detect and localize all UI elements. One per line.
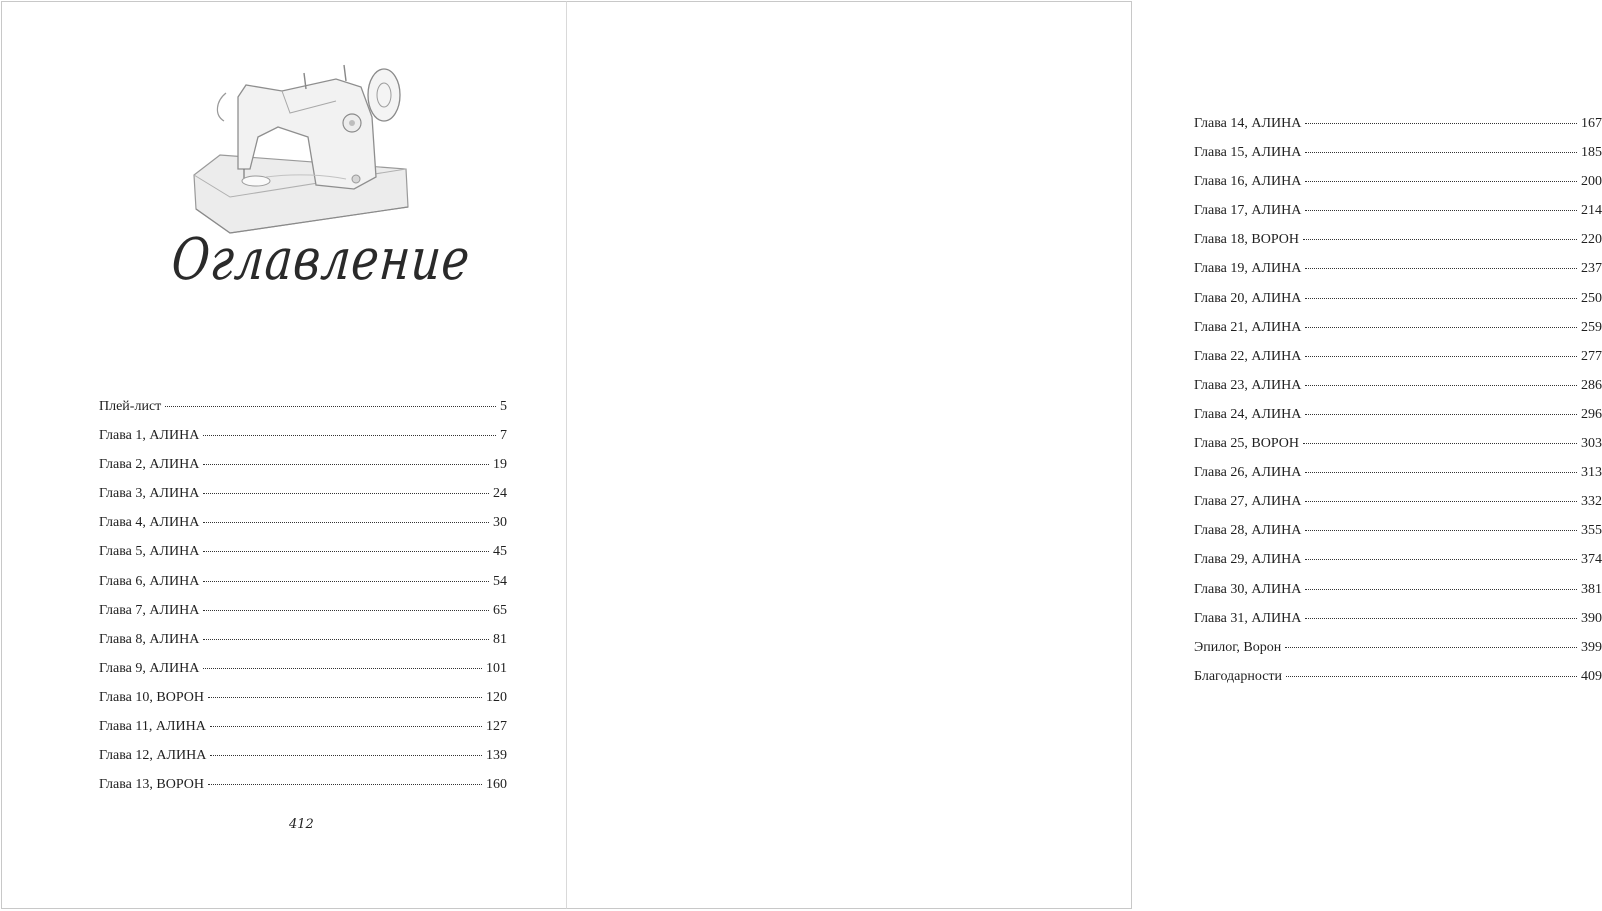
toc-entry-title: Глава 23, АЛИНА [1194,377,1302,393]
toc-entry[interactable] [99,683,507,712]
toc-entry-page: 160 [486,777,507,793]
dot-leader [1305,327,1577,328]
toc-entry-page: 30 [493,515,507,531]
toc-entry-page: 200 [1581,174,1602,190]
dot-leader [203,551,489,552]
toc-heading: Оглавление [169,225,473,293]
toc-entry-title: Благодарности [1194,668,1283,684]
right-page [566,1,1602,909]
dot-leader [203,639,489,640]
dot-leader [1305,181,1577,182]
dot-leader [1305,589,1577,590]
toc-entry[interactable] [1194,313,1602,342]
toc-entry[interactable] [1194,284,1602,313]
toc-entry[interactable] [1194,545,1602,574]
toc-entry-title: Глава 31, АЛИНА [1194,610,1302,626]
toc-entry-page: 81 [493,631,507,647]
left-page [1,1,567,909]
toc-entry-title: Глава 21, АЛИНА [1194,319,1302,335]
toc-entry-title: Глава 26, АЛИНА [1194,465,1302,481]
toc-entry-title: Глава 10, ВОРОН [99,689,205,705]
toc-entry-page: 7 [500,428,507,444]
toc-entry-page: 139 [486,748,507,764]
toc-entry[interactable] [99,567,507,596]
toc-entry[interactable] [1194,109,1602,138]
toc-entry[interactable] [1194,342,1602,371]
toc-entry[interactable] [1194,633,1602,662]
toc-entry[interactable] [99,741,507,770]
dot-leader [1305,501,1577,502]
dot-leader [208,697,482,698]
toc-entry[interactable] [1194,604,1602,633]
dot-leader [1303,443,1577,444]
toc-entry-title: Глава 20, АЛИНА [1194,290,1302,306]
toc-entry-title: Глава 29, АЛИНА [1194,552,1302,568]
dot-leader [203,435,496,436]
toc-entry-title: Глава 28, АЛИНА [1194,523,1302,539]
toc-list-right [1194,109,1602,691]
toc-entry-title: Глава 15, АЛИНА [1194,145,1302,161]
sewing-machine-illustration [186,57,418,237]
toc-entry-title: Глава 5, АЛИНА [99,544,200,560]
toc-entry-page: 237 [1581,261,1602,277]
dot-leader [210,755,482,756]
toc-entry-page: 259 [1581,319,1602,335]
toc-entry-page: 374 [1581,552,1602,568]
dot-leader [1305,414,1577,415]
toc-entry-page: 24 [493,486,507,502]
toc-entry[interactable] [99,654,507,683]
toc-entry-page: 220 [1581,232,1602,248]
toc-entry-title: Глава 18, ВОРОН [1194,232,1300,248]
dot-leader [1303,239,1577,240]
toc-entry[interactable] [1194,138,1602,167]
toc-entry-title: Глава 11, АЛИНА [99,719,206,735]
toc-entry-page: 381 [1581,581,1602,597]
dot-leader [203,668,482,669]
toc-list-left [99,392,507,799]
toc-entry-page: 277 [1581,348,1602,364]
toc-entry-page: 214 [1581,203,1602,219]
toc-entry-page: 399 [1581,639,1602,655]
toc-entry-page: 303 [1581,436,1602,452]
toc-entry[interactable] [1194,458,1602,487]
dot-leader [1305,123,1577,124]
page-number: 412 [289,817,314,832]
toc-entry-page: 54 [493,573,507,589]
dot-leader [1305,472,1577,473]
toc-entry-title: Глава 13, ВОРОН [99,777,205,793]
toc-entry[interactable] [1194,516,1602,545]
toc-entry[interactable] [1194,429,1602,458]
toc-entry-title: Глава 27, АЛИНА [1194,494,1302,510]
toc-entry-title: Глава 3, АЛИНА [99,486,200,502]
toc-entry-page: 355 [1581,523,1602,539]
dot-leader [1305,356,1577,357]
toc-entry-title: Глава 19, АЛИНА [1194,261,1302,277]
toc-entry-page: 127 [486,719,507,735]
dot-leader [203,464,489,465]
dot-leader [208,784,482,785]
toc-entry-title: Глава 17, АЛИНА [1194,203,1302,219]
toc-entry[interactable] [99,479,507,508]
toc-entry-title: Глава 30, АЛИНА [1194,581,1302,597]
toc-entry-page: 5 [500,399,507,414]
dot-leader [1305,530,1577,531]
toc-entry-page: 19 [493,457,507,473]
toc-entry[interactable] [1194,254,1602,283]
toc-entry[interactable] [99,508,507,537]
toc-entry-title: Глава 14, АЛИНА [1194,116,1302,131]
toc-entry-title: Плей-лист [99,399,162,414]
dot-leader [203,493,489,494]
toc-entry-page: 45 [493,544,507,560]
toc-entry-page: 286 [1581,377,1602,393]
toc-entry[interactable] [1194,167,1602,196]
toc-entry[interactable] [1194,662,1602,691]
toc-entry-page: 101 [486,660,507,676]
dot-leader [1305,618,1577,619]
dot-leader [165,406,496,407]
toc-entry[interactable] [99,625,507,654]
toc-entry-page: 332 [1581,494,1602,510]
toc-entry[interactable] [99,450,507,479]
toc-entry-title: Глава 6, АЛИНА [99,573,200,589]
toc-entry[interactable] [99,392,507,421]
dot-leader [1305,385,1577,386]
toc-entry[interactable] [99,596,507,625]
toc-entry[interactable] [1194,196,1602,225]
toc-entry-title: Глава 9, АЛИНА [99,660,200,676]
dot-leader [1286,676,1577,677]
dot-leader [203,522,489,523]
toc-entry-title: Глава 4, АЛИНА [99,515,200,531]
dot-leader [1305,268,1577,269]
toc-entry[interactable] [1194,487,1602,516]
toc-entry-page: 167 [1581,116,1602,131]
toc-entry-title: Глава 2, АЛИНА [99,457,200,473]
toc-entry-title: Глава 16, АЛИНА [1194,174,1302,190]
dot-leader [1305,298,1577,299]
toc-entry-page: 250 [1581,290,1602,306]
toc-entry-title: Эпилог, Ворон [1194,639,1282,655]
toc-entry-title: Глава 7, АЛИНА [99,602,200,618]
dot-leader [203,581,489,582]
toc-entry-page: 120 [486,689,507,705]
dot-leader [1305,152,1577,153]
toc-entry[interactable] [1194,575,1602,604]
dot-leader [1305,559,1577,560]
dot-leader [203,610,489,611]
toc-entry-title: Глава 8, АЛИНА [99,631,200,647]
toc-entry[interactable] [99,421,507,450]
toc-entry[interactable] [1194,371,1602,400]
toc-entry[interactable] [1194,225,1602,254]
toc-entry[interactable] [99,770,507,799]
toc-entry-title: Глава 24, АЛИНА [1194,406,1302,422]
toc-entry[interactable] [99,537,507,566]
toc-entry-title: Глава 12, АЛИНА [99,748,207,764]
dot-leader [210,726,482,727]
toc-entry-title: Глава 22, АЛИНА [1194,348,1302,364]
toc-entry[interactable] [1194,400,1602,429]
toc-entry-page: 185 [1581,145,1602,161]
toc-entry-page: 409 [1581,668,1602,684]
dot-leader [1285,647,1577,648]
toc-entry-title: Глава 1, АЛИНА [99,428,200,444]
toc-entry-page: 296 [1581,406,1602,422]
toc-entry-page: 390 [1581,610,1602,626]
toc-entry[interactable] [99,712,507,741]
toc-entry-page: 313 [1581,465,1602,481]
toc-entry-page: 65 [493,602,507,618]
toc-entry-title: Глава 25, ВОРОН [1194,436,1300,452]
dot-leader [1305,210,1577,211]
